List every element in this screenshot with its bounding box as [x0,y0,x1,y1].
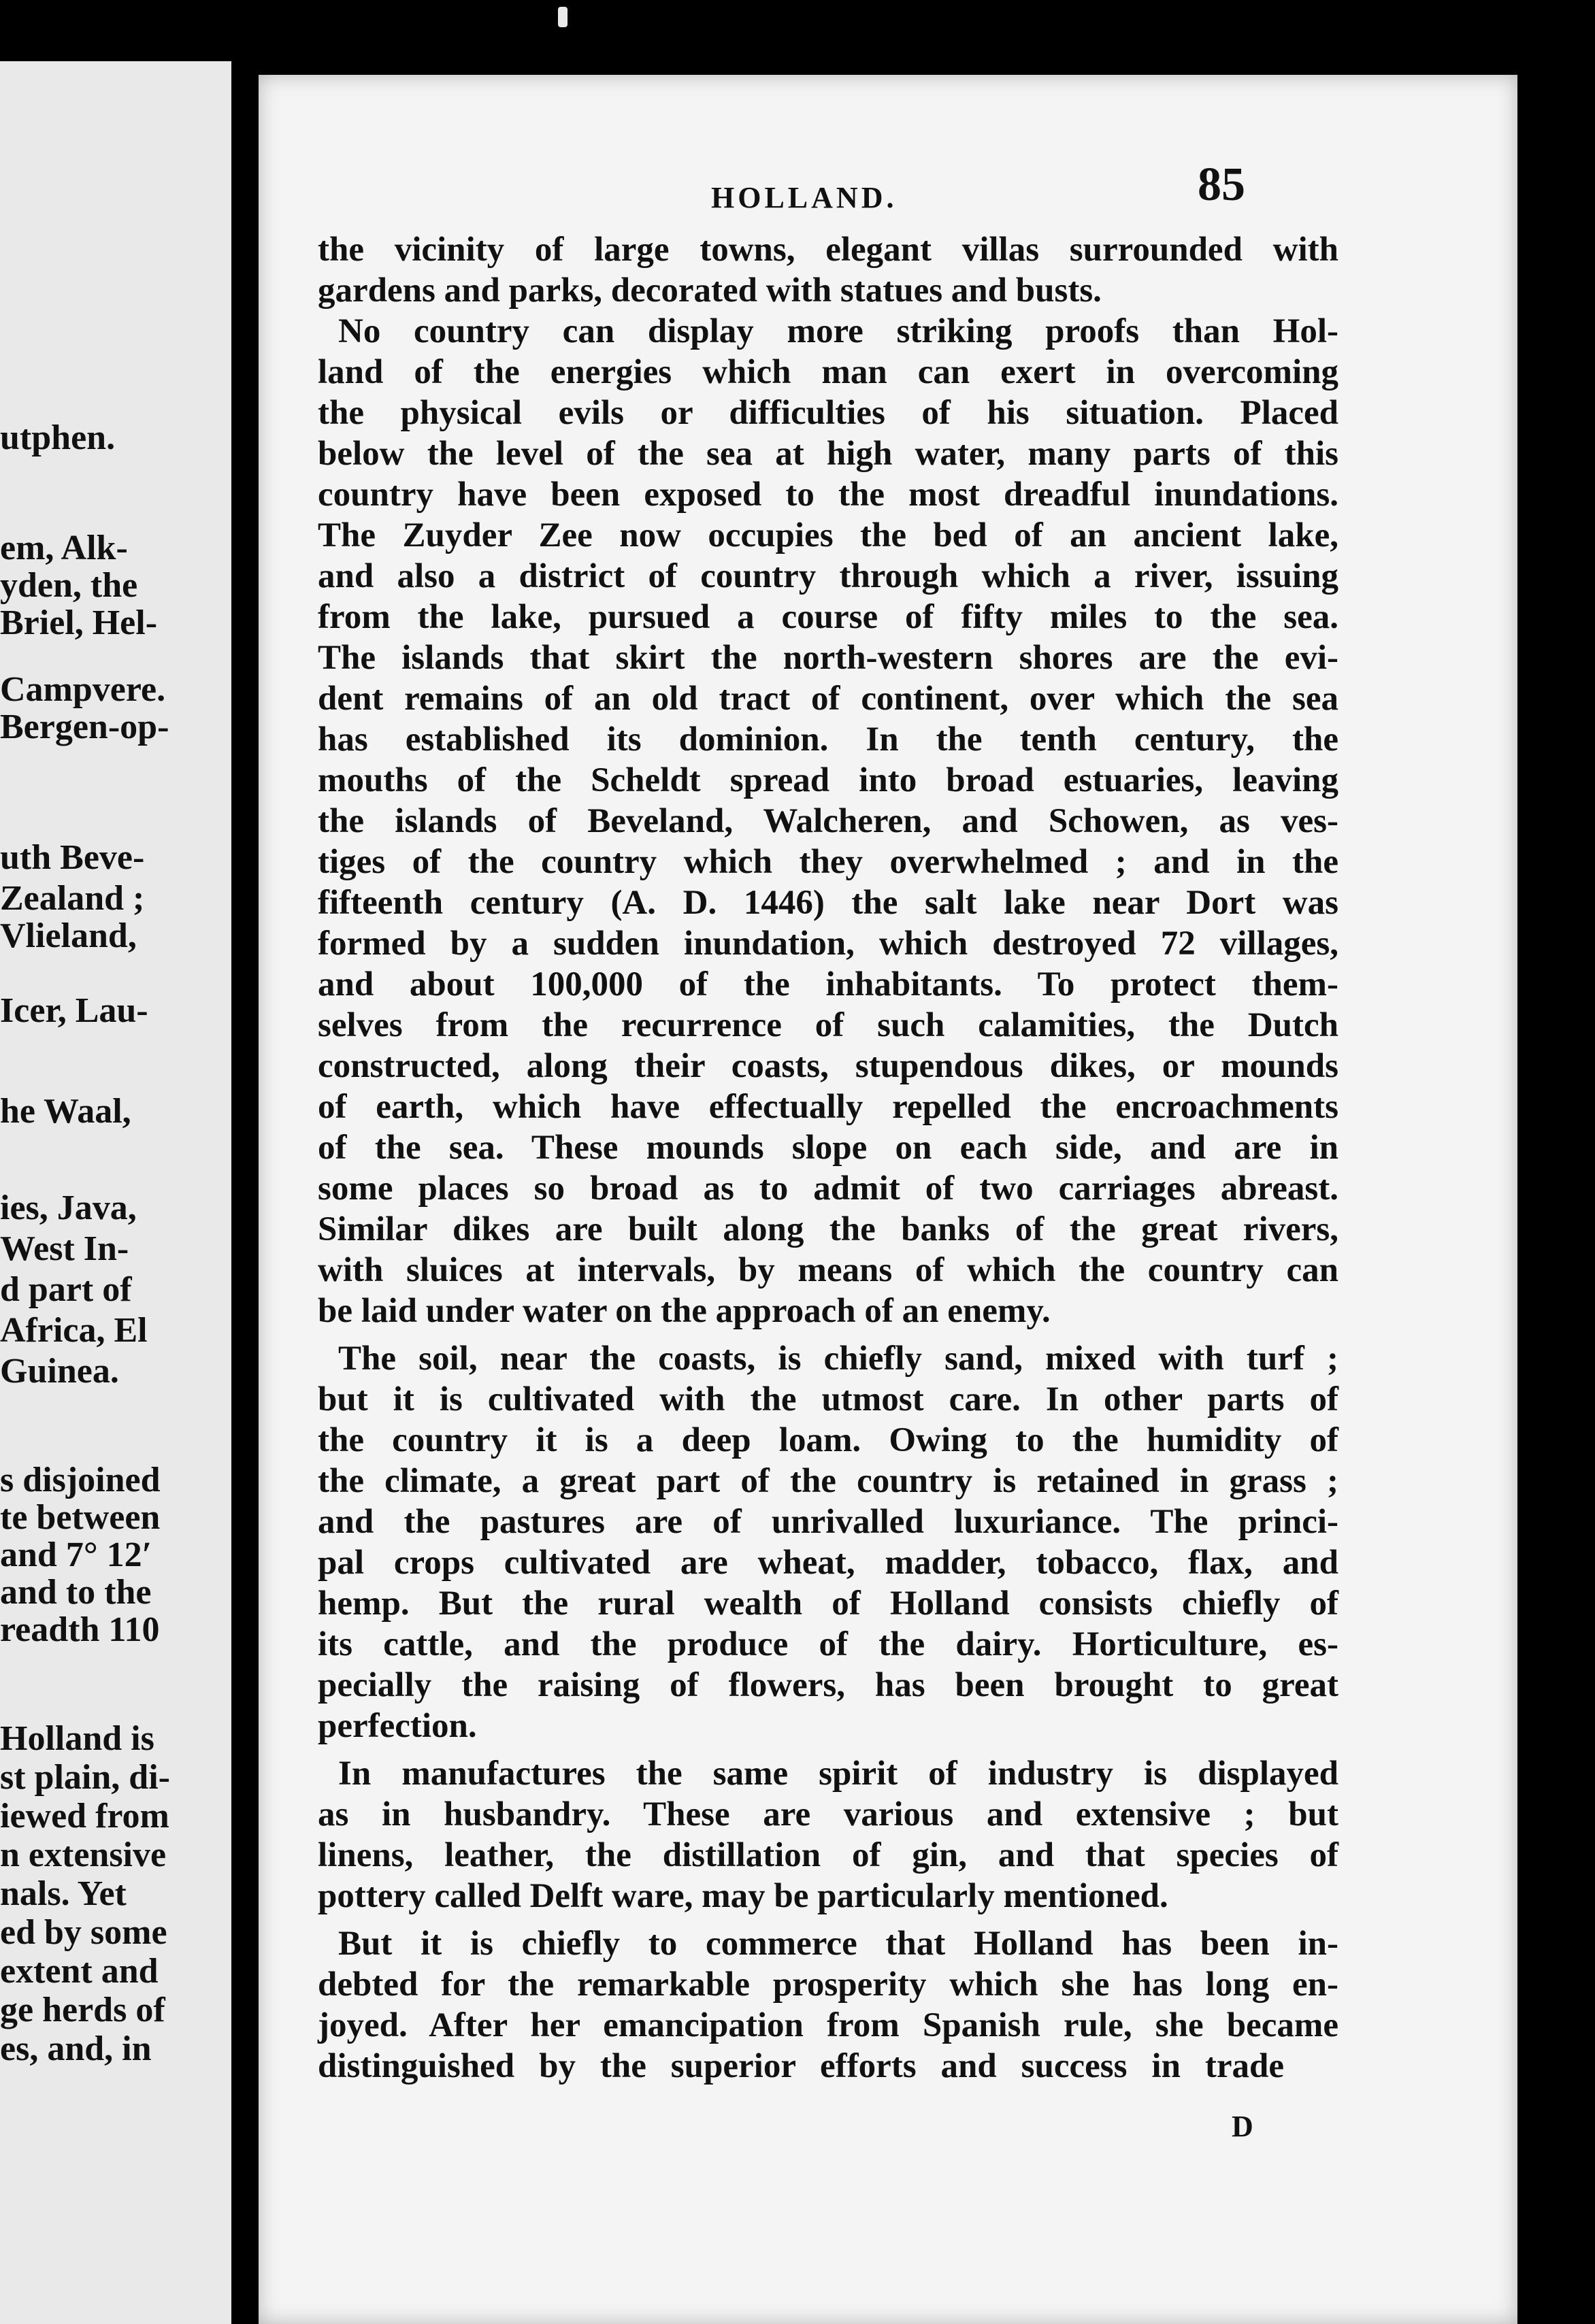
text-line: The islands that skirt the north-western shores are the evi- [318,639,1338,677]
text-line: from the lake, pursued a course of fifty miles to the sea. [318,598,1338,636]
left-page-fragment [0,61,231,2324]
text-line: its cattle, and the produce of the dairy. Horticulture, es- [318,1625,1338,1663]
text-line: but it is cultivated with the utmost care. In other parts of [318,1380,1338,1418]
text-line: some places so broad as to admit of two carriages abreast. [318,1169,1338,1208]
left-line: Vlieland, [0,916,137,955]
left-line: utphen. [0,418,116,457]
text-line: In manufactures the same spirit of industry is displayed [338,1755,1338,1793]
margin-mark [558,7,568,27]
left-line: em, Alk- [0,529,128,567]
left-line: d part of [0,1270,132,1309]
text-line: fifteenth century (A. D. 1446) the salt lake near Dort was [318,884,1338,922]
text-line: and the pastures are of unrivalled luxuriance. The princi- [318,1503,1338,1541]
left-line: Guinea. [0,1352,119,1391]
text-line: be laid under water on the approach of an enemy. [318,1292,1051,1330]
text-line: below the level of the sea at high water, many parts of this [318,435,1338,473]
text-line: the islands of Beveland, Walcheren, and Schowen, as ves- [318,802,1338,840]
text-line: hemp. But the rural wealth of Holland consists chiefly of [318,1584,1338,1623]
left-line: ed by some [0,1913,167,1952]
left-line: and to the [0,1573,152,1612]
left-line: nals. Yet [0,1874,127,1913]
left-line: s disjoined [0,1461,161,1499]
signature-mark: D [1232,2110,1253,2143]
text-line: of the sea. These mounds slope on each side, and are in [318,1129,1338,1167]
text-line: of earth, which have effectually repelled the encroachments [318,1088,1338,1126]
text-line: perfection. [318,1707,477,1745]
text-line: as in husbandry. These are various and extensive ; but [318,1795,1338,1833]
text-line: dent remains of an old tract of continent, over which the sea [318,680,1338,718]
page-number: 85 [1198,159,1245,211]
left-line: he Waal, [0,1092,131,1131]
text-line: land of the energies which man can exert in overcoming [318,353,1338,391]
text-line: and also a district of country through which a river, issuing [318,557,1338,595]
left-line: Icer, Lau- [0,991,148,1030]
text-line: distinguished by the superior efforts and success in trade [318,2047,1284,2085]
left-line: Zealand ; [0,879,145,918]
text-line: pecially the raising of flowers, has been brought to great [318,1666,1338,1704]
left-line: n extensive [0,1836,167,1874]
text-line: constructed, along their coasts, stupendous dikes, or mounds [318,1047,1338,1085]
left-line: Bergen-op- [0,708,169,746]
left-line: iewed from [0,1797,169,1836]
text-line: has established its dominion. In the tenth century, the [318,720,1338,759]
text-line: the country it is a deep loam. Owing to the humidity of [318,1421,1338,1459]
text-line: joyed. After her emancipation from Spanish rule, she became [318,2006,1338,2044]
text-line: selves from the recurrence of such calamities, the Dutch [318,1006,1338,1044]
left-line: Briel, Hel- [0,603,158,642]
left-line: Campvere. [0,670,166,709]
left-line: West In- [0,1229,129,1268]
text-line: the climate, a great part of the country is retained in grass ; [318,1462,1338,1500]
text-line: pottery called Delft ware, may be particularly mentioned. [318,1877,1168,1915]
text-line: pal crops cultivated are wheat, madder, tobacco, flax, and [318,1544,1338,1582]
text-line: gardens and parks, decorated with statues and busts. [318,271,1102,310]
left-line: Africa, El [0,1311,148,1350]
left-line: st plain, di- [0,1758,170,1797]
text-line: with sluices at intervals, by means of which the country can [318,1251,1338,1289]
left-line: extent and [0,1952,159,1991]
text-line: The Zuyder Zee now occupies the bed of an ancient lake, [318,516,1338,554]
text-line: tiges of the country which they overwhelmed ; and in the [318,843,1338,881]
right-page [259,75,1517,2324]
left-line: and 7° 12′ [0,1536,152,1574]
left-line: yden, the [0,566,138,605]
left-line: te between [0,1498,161,1537]
text-line: the physical evils or difficulties of his situation. Placed [318,394,1338,432]
text-line: No country can display more striking proofs than Hol- [338,312,1338,350]
left-line: es, and, in [0,2029,152,2068]
text-line: formed by a sudden inundation, which destroyed 72 villages, [318,925,1338,963]
text-line: debted for the remarkable prosperity which she has long en- [318,1965,1338,2004]
running-head: HOLLAND. [711,181,898,214]
text-line: and about 100,000 of the inhabitants. To protect them- [318,965,1338,1003]
text-line: mouths of the Scheldt spread into broad estuaries, leaving [318,761,1338,799]
text-line: The soil, near the coasts, is chiefly sand, mixed with turf ; [338,1340,1338,1378]
left-line: ies, Java, [0,1189,137,1227]
left-line: ge herds of [0,1991,165,2029]
text-line: linens, leather, the distillation of gin, and that species of [318,1836,1338,1874]
text-line: But it is chiefly to commerce that Holland has been in- [338,1925,1338,1963]
left-line: Holland is [0,1719,154,1758]
text-line: country have been exposed to the most dreadful inundations. [318,476,1338,514]
left-line: readth 110 [0,1610,160,1649]
text-line: Similar dikes are built along the banks of the great rivers, [318,1210,1338,1248]
text-line: the vicinity of large towns, elegant villas surrounded with [318,231,1338,269]
left-line: uth Beve- [0,838,145,877]
